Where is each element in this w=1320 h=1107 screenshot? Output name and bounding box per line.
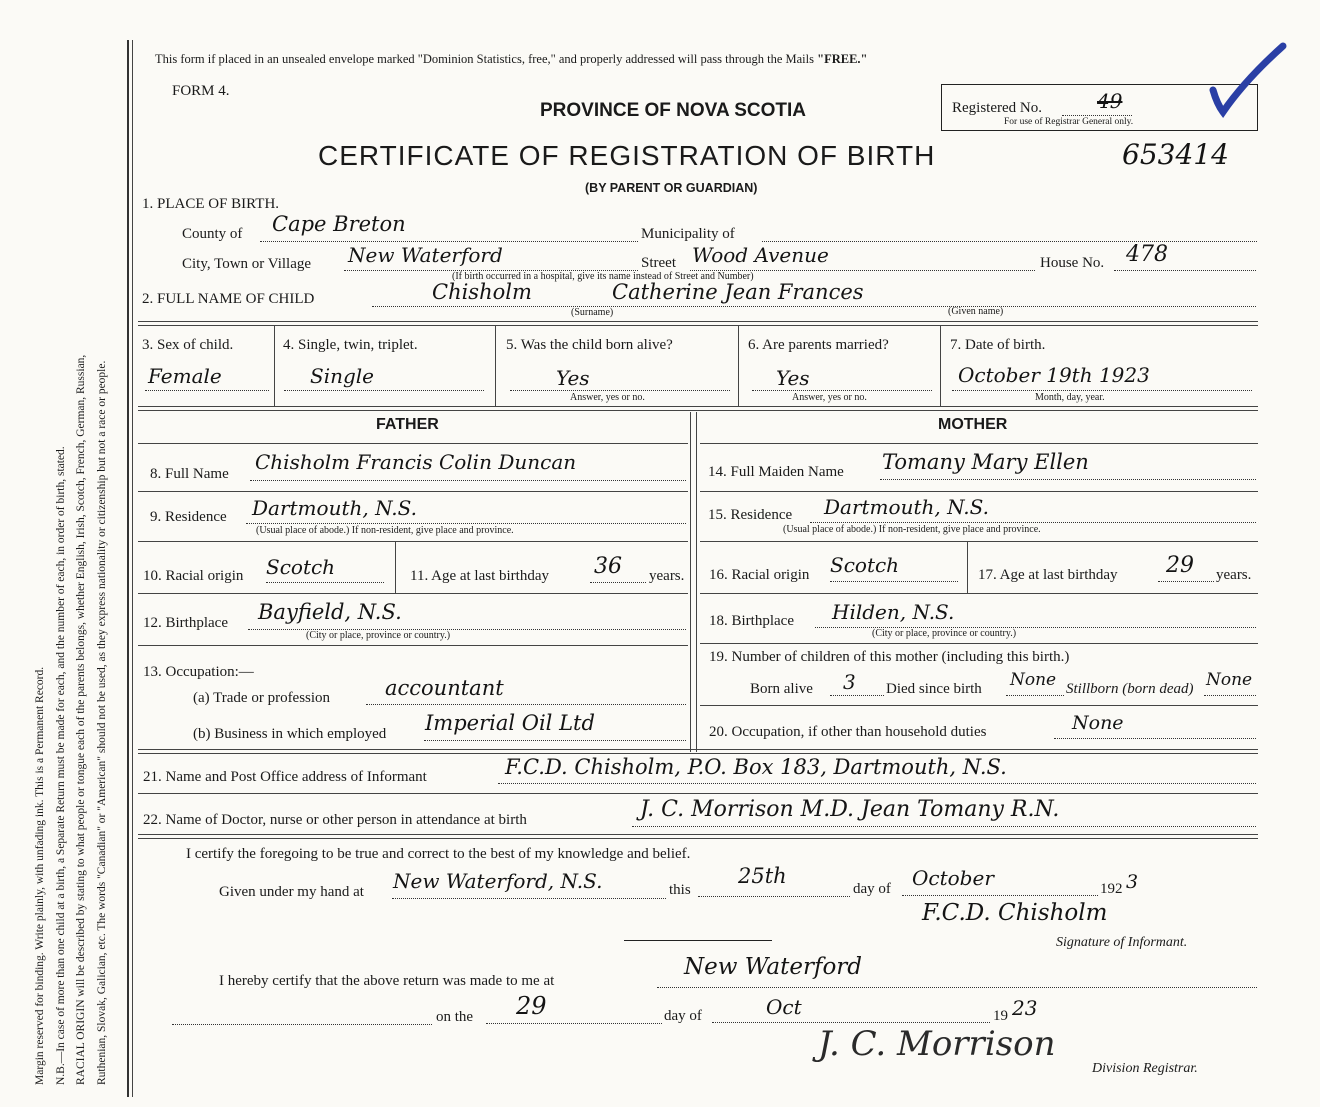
section-divider-2 bbox=[138, 406, 1258, 411]
stillborn-label: Stillborn (born dead) bbox=[1066, 681, 1194, 697]
mother-row-rule-19 bbox=[700, 705, 1258, 706]
father-name-line bbox=[250, 480, 686, 481]
father-residence-label: 9. Residence bbox=[150, 509, 227, 525]
doctor-label: 22. Name of Doctor, nurse or other person in attendance at birth bbox=[143, 812, 527, 828]
died-count: None bbox=[1010, 670, 1057, 690]
section-divider-4 bbox=[138, 834, 1258, 839]
col-divider-5 bbox=[738, 326, 739, 406]
father-birthplace-value: Bayfield, N.S. bbox=[258, 600, 402, 624]
died-label: Died since birth bbox=[886, 681, 982, 697]
mother-age-divider bbox=[967, 541, 968, 593]
mother-age-line bbox=[1158, 581, 1214, 582]
municipality-line bbox=[762, 241, 1257, 242]
margin-line-1: Margin reserved for binding. Write plainly, with unfading ink. This is a Permanent Record. bbox=[34, 666, 46, 1085]
mother-heading: MOTHER bbox=[938, 416, 1008, 433]
father-name-label: 8. Full Name bbox=[150, 466, 229, 482]
informant-line bbox=[498, 783, 1256, 784]
mother-row-rule-16 bbox=[700, 593, 1258, 594]
father-business-value: Imperial Oil Ltd bbox=[425, 711, 595, 735]
father-age-divider bbox=[395, 541, 396, 593]
children-count-label: 19. Number of children of this mother (including this birth.) bbox=[709, 649, 1070, 665]
margin-line-3: RACIAL ORIGIN will be described by stating to what people or tongue each of the parents belongs, whether English, Irish, Scotch, French, German, Russian, bbox=[75, 354, 87, 1085]
province-heading: PROVINCE OF NOVA SCOTIA bbox=[540, 100, 807, 121]
margin-instructions bbox=[30, 45, 112, 1085]
registered-no-dots bbox=[1062, 115, 1132, 116]
mother-row-rule-18 bbox=[700, 643, 1258, 644]
married-line bbox=[752, 390, 932, 391]
plurality-label: 4. Single, twin, triplet. bbox=[283, 337, 418, 353]
mother-occupation-value: None bbox=[1072, 712, 1124, 734]
registrar-signature: J. C. Morrison bbox=[818, 1024, 1056, 1064]
father-residence-value: Dartmouth, N.S. bbox=[252, 496, 417, 520]
married-note: Answer, yes or no. bbox=[792, 392, 867, 403]
parents-divider-left bbox=[690, 412, 691, 752]
mother-birthplace-value: Hilden, N.S. bbox=[832, 600, 955, 624]
registered-no-value: 49 bbox=[1097, 89, 1123, 113]
informant-rule bbox=[138, 793, 1258, 794]
certificate-number: 653414 bbox=[1122, 138, 1229, 171]
dob-line bbox=[952, 390, 1252, 391]
street-value: Wood Avenue bbox=[692, 243, 829, 267]
father-racial-value: Scotch bbox=[266, 555, 336, 579]
father-trade-label: (a) Trade or profession bbox=[193, 690, 331, 706]
registrar-on-the-label: on the bbox=[436, 1009, 474, 1025]
mother-residence-line bbox=[810, 522, 1256, 523]
given-at-label: Given under my hand at bbox=[219, 884, 364, 900]
mother-occupation-label: 20. Occupation, if other than household duties bbox=[709, 724, 987, 740]
given-name-note: (Given name) bbox=[948, 306, 1004, 317]
born-alive-count: 3 bbox=[843, 670, 856, 694]
stillborn-line bbox=[1204, 695, 1256, 696]
section-divider-3 bbox=[138, 749, 1258, 754]
check-mark-icon bbox=[1205, 42, 1295, 122]
plurality-value: Single bbox=[310, 364, 375, 388]
given-at-place: New Waterford, N.S. bbox=[393, 869, 603, 893]
sex-label: 3. Sex of child. bbox=[142, 337, 234, 353]
born-alive-count-label: Born alive bbox=[750, 681, 813, 697]
father-residence-line bbox=[246, 523, 686, 524]
child-surname: Chisholm bbox=[432, 280, 532, 304]
mother-occupation-line bbox=[1054, 738, 1256, 739]
given-day-line bbox=[698, 896, 850, 897]
col-divider-4 bbox=[495, 326, 496, 406]
child-name-line bbox=[372, 306, 1256, 307]
doctor-value: J. C. Morrison M.D. Jean Tomany R.N. bbox=[640, 797, 1060, 822]
mother-racial-label: 16. Racial origin bbox=[709, 567, 810, 583]
margin-line-2: N.B.—In case of more than one child at a birth, a Separate Return must be made for each, and the number of each, in order of birth, stated. bbox=[54, 446, 67, 1085]
sex-line bbox=[145, 390, 269, 391]
born-alive-count-line bbox=[830, 695, 884, 696]
house-label: House No. bbox=[1040, 255, 1105, 271]
col-divider-3 bbox=[274, 326, 275, 406]
registrar-pre-line bbox=[172, 1024, 432, 1025]
informant-label: 21. Name and Post Office address of Informant bbox=[143, 769, 427, 785]
parents-divider-right bbox=[696, 412, 697, 752]
married-label: 6. Are parents married? bbox=[748, 337, 889, 353]
plurality-line bbox=[284, 390, 484, 391]
binding-rule-inner bbox=[132, 40, 133, 1097]
col-divider-6 bbox=[940, 326, 941, 406]
mail-note-free: "FREE." bbox=[817, 52, 868, 66]
city-value: New Waterford bbox=[348, 243, 503, 267]
registrar-use-note: For use of Registrar General only. bbox=[1004, 117, 1134, 127]
dob-label: 7. Date of birth. bbox=[950, 337, 1046, 353]
given-year-prefix: 192 bbox=[1100, 881, 1123, 897]
father-heading: FATHER bbox=[376, 416, 439, 433]
father-row-rule-12 bbox=[138, 645, 688, 646]
mother-years-label: years. bbox=[1216, 567, 1252, 583]
mail-note-text: This form if placed in an unsealed envelope marked "Dominion Statistics, free," and properly addressed will pass through the Mails bbox=[155, 52, 818, 66]
mother-name-value: Tomany Mary Ellen bbox=[882, 450, 1089, 474]
mother-name-line bbox=[880, 479, 1256, 480]
registrar-place: New Waterford bbox=[684, 954, 863, 980]
page-subtitle: (BY PARENT OR GUARDIAN) bbox=[585, 181, 758, 195]
father-row-rule-10 bbox=[138, 593, 688, 594]
father-racial-line bbox=[266, 582, 384, 583]
father-business-line bbox=[424, 740, 686, 741]
father-row-rule-8 bbox=[138, 491, 688, 492]
mother-birthplace-note: (City or place, province or country.) bbox=[872, 628, 1017, 639]
given-month: October bbox=[912, 866, 994, 890]
father-age-line bbox=[590, 582, 646, 583]
married-value: Yes bbox=[776, 366, 810, 390]
father-age-label: 11. Age at last birthday bbox=[410, 568, 549, 584]
mother-row-rule-15 bbox=[700, 541, 1258, 542]
margin-line-4: Ruthenian, Slovak, Galician, etc. The words "Canadian" or "American" should not be used, as they express nationality or citizenship but not a race or people. bbox=[95, 360, 108, 1085]
surname-note: (Surname) bbox=[571, 307, 614, 318]
street-label: Street bbox=[641, 255, 676, 271]
county-value: Cape Breton bbox=[272, 212, 406, 236]
father-birthplace-note: (City or place, province or country.) bbox=[306, 630, 451, 641]
father-birthplace-label: 12. Birthplace bbox=[143, 615, 228, 631]
child-given-name: Catherine Jean Frances bbox=[612, 280, 864, 304]
certify-statement: I certify the foregoing to be true and correct to the best of my knowledge and belief. bbox=[186, 846, 691, 862]
registrar-month-line bbox=[712, 1022, 990, 1023]
dob-note: Month, day, year. bbox=[1035, 392, 1105, 403]
mother-age-value: 29 bbox=[1166, 553, 1194, 578]
died-line bbox=[1006, 695, 1064, 696]
sex-value: Female bbox=[148, 364, 222, 388]
municipality-label: Municipality of bbox=[641, 226, 735, 242]
mother-row-rule-14 bbox=[700, 491, 1258, 492]
doctor-line bbox=[632, 826, 1256, 827]
mother-racial-line bbox=[830, 581, 958, 582]
father-trade-line bbox=[366, 704, 686, 705]
separator-rule bbox=[624, 940, 772, 941]
registrar-year-suffix: 23 bbox=[1012, 996, 1038, 1020]
mother-residence-note: (Usual place of abode.) If non-resident, give place and province. bbox=[783, 524, 1041, 535]
given-day-of-label: day of bbox=[853, 881, 891, 897]
born-alive-line bbox=[510, 390, 730, 391]
father-residence-note: (Usual place of abode.) If non-resident, give place and province. bbox=[256, 525, 514, 536]
father-name-value: Chisholm Francis Colin Duncan bbox=[255, 450, 577, 474]
child-name-label: 2. FULL NAME OF CHILD bbox=[142, 291, 315, 307]
registered-no-label: Registered No. bbox=[952, 100, 1042, 116]
father-occupation-label: 13. Occupation:— bbox=[143, 664, 254, 680]
stillborn-count: None bbox=[1206, 670, 1253, 690]
page-title: CERTIFICATE OF REGISTRATION OF BIRTH bbox=[318, 140, 936, 171]
mother-residence-label: 15. Residence bbox=[708, 507, 793, 523]
father-row-rule-9 bbox=[138, 541, 688, 542]
father-heading-rule bbox=[138, 443, 688, 444]
dob-value: October 19th 1923 bbox=[958, 363, 1150, 387]
father-racial-label: 10. Racial origin bbox=[143, 568, 244, 584]
given-month-line bbox=[902, 895, 1098, 896]
mother-age-label: 17. Age at last birthday bbox=[978, 567, 1118, 583]
place-of-birth-heading: 1. PLACE OF BIRTH. bbox=[142, 196, 280, 212]
house-value: 478 bbox=[1126, 242, 1168, 267]
born-alive-value: Yes bbox=[556, 366, 590, 390]
county-line bbox=[260, 241, 638, 242]
father-trade-value: accountant bbox=[385, 676, 504, 700]
registrar-month: Oct bbox=[766, 995, 802, 1019]
registrar-year-prefix: 19 bbox=[993, 1008, 1008, 1024]
division-registrar-label: Division Registrar. bbox=[1092, 1061, 1198, 1076]
mail-note bbox=[155, 52, 867, 67]
given-at-line bbox=[392, 898, 666, 899]
county-label: County of bbox=[182, 226, 243, 242]
registrar-day-of-label: day of bbox=[664, 1008, 702, 1024]
mother-heading-rule bbox=[700, 443, 1258, 444]
mother-name-label: 14. Full Maiden Name bbox=[708, 464, 844, 480]
given-day: 25th bbox=[738, 864, 787, 888]
mother-racial-value: Scotch bbox=[830, 553, 900, 577]
born-alive-note: Answer, yes or no. bbox=[570, 392, 645, 403]
registrar-day: 29 bbox=[516, 992, 547, 1020]
registrar-day-line bbox=[486, 1023, 662, 1024]
born-alive-label: 5. Was the child born alive? bbox=[506, 337, 673, 353]
binding-rule bbox=[127, 40, 129, 1097]
father-business-label: (b) Business in which employed bbox=[193, 726, 387, 742]
mother-birthplace-label: 18. Birthplace bbox=[709, 613, 794, 629]
house-line bbox=[1114, 270, 1256, 271]
this-label: this bbox=[669, 882, 691, 898]
registrar-place-line bbox=[657, 987, 1257, 988]
informant-signature-label: Signature of Informant. bbox=[1056, 935, 1188, 950]
given-year-digit: 3 bbox=[1126, 871, 1139, 893]
section-divider-1 bbox=[138, 321, 1258, 326]
form-number: FORM 4. bbox=[172, 83, 230, 99]
mother-residence-value: Dartmouth, N.S. bbox=[824, 495, 989, 519]
father-age-value: 36 bbox=[594, 554, 622, 579]
informant-signature: F.C.D. Chisholm bbox=[922, 900, 1108, 926]
registrar-statement: I hereby certify that the above return was made to me at bbox=[219, 973, 555, 989]
hospital-note: (If birth occurred in a hospital, give its name instead of Street and Number) bbox=[452, 271, 754, 282]
father-years-label: years. bbox=[649, 568, 685, 584]
informant-value: F.C.D. Chisholm, P.O. Box 183, Dartmouth, N.S. bbox=[505, 755, 1007, 779]
city-label: City, Town or Village bbox=[182, 256, 312, 272]
